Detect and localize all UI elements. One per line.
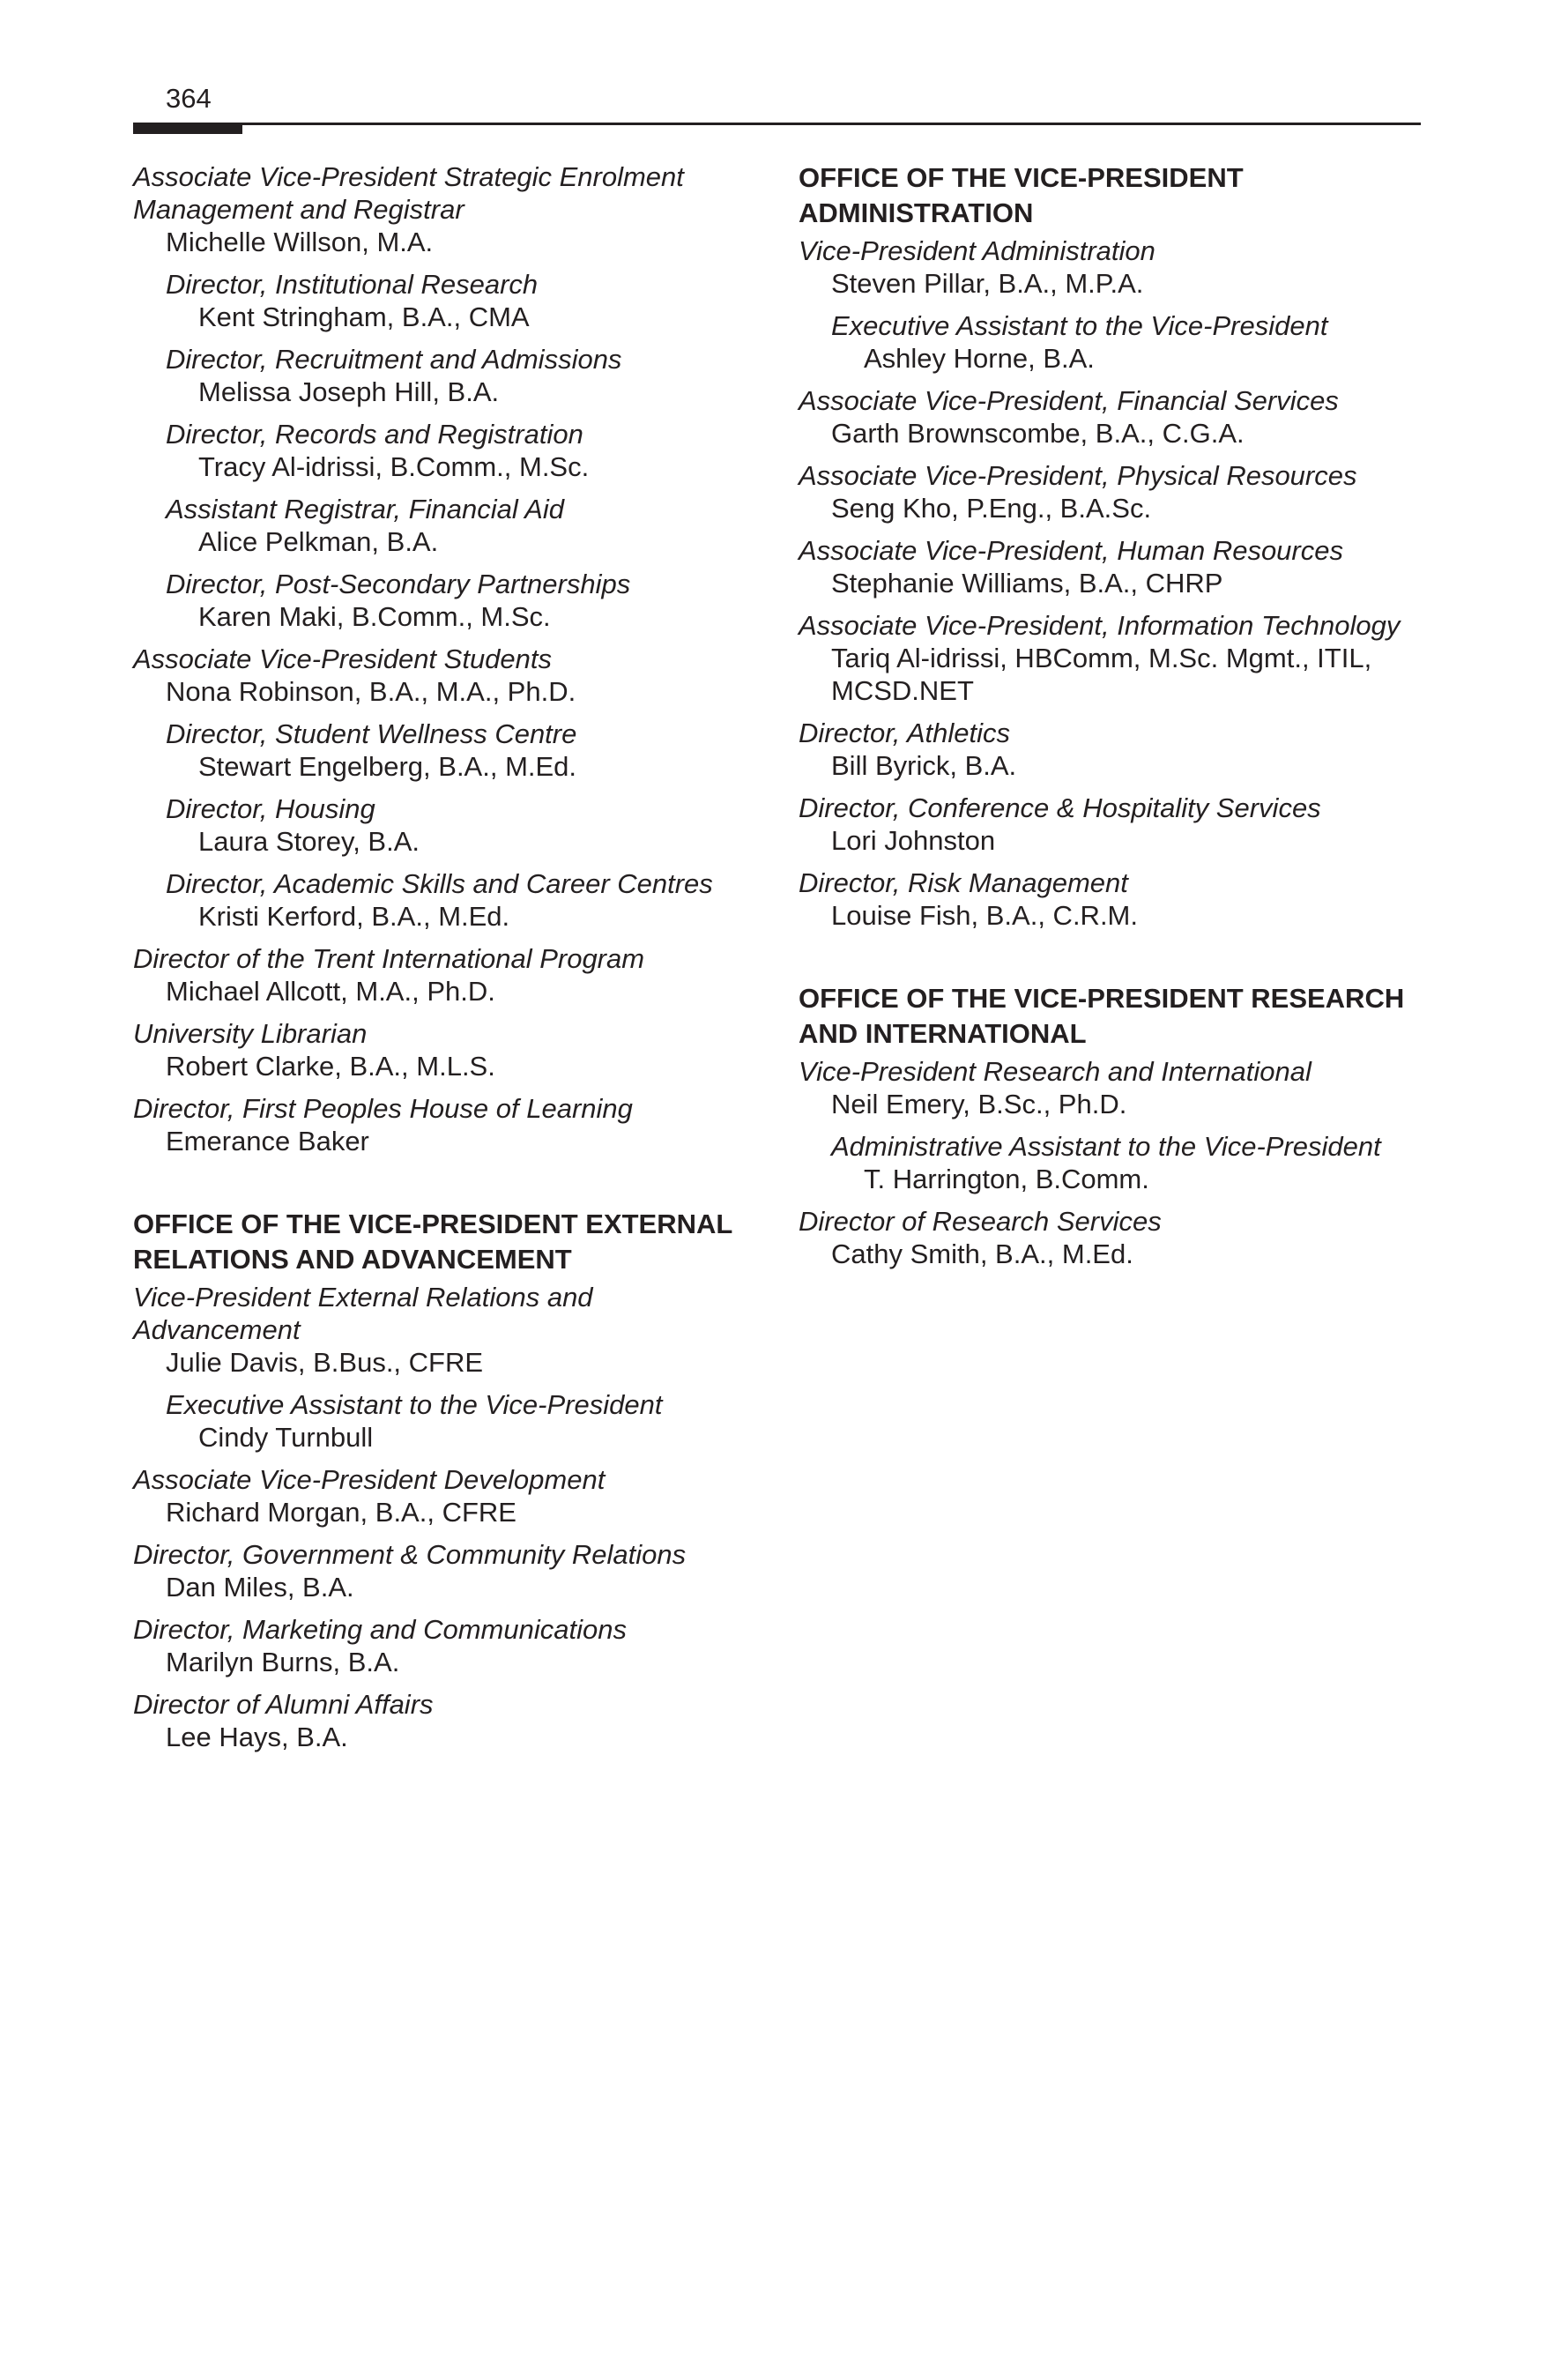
directory-entry xyxy=(133,1388,732,1454)
directory-entry xyxy=(799,866,1433,932)
person-name: Alice Pelkman, B.A. xyxy=(198,526,439,557)
directory-entry xyxy=(799,1130,1433,1195)
directory-entry xyxy=(133,1538,732,1603)
header-rule xyxy=(133,123,1421,125)
header-bar-accent xyxy=(133,123,242,134)
position-title: Executive Assistant to the Vice-President xyxy=(166,1389,663,1420)
person-name: Michael Allcott, M.A., Ph.D. xyxy=(166,976,495,1007)
position-title: Vice-President External Relations and Advancement xyxy=(133,1282,593,1345)
directory-entry xyxy=(133,718,732,783)
directory-entry xyxy=(799,1205,1433,1270)
directory-entry xyxy=(133,160,732,258)
person-name: Richard Morgan, B.A., CFRE xyxy=(166,1497,516,1528)
position-title: Associate Vice-President Strategic Enrolment Management and Registrar xyxy=(133,161,684,225)
directory-entry xyxy=(799,717,1433,782)
position-title: Associate Vice-President, Human Resources xyxy=(799,535,1343,566)
position-title: Associate Vice-President Development xyxy=(133,1464,606,1495)
position-title: Director, Records and Registration xyxy=(166,419,583,450)
position-title: Director, Marketing and Communications xyxy=(133,1614,627,1645)
directory-entry xyxy=(133,1017,732,1082)
person-name: Neil Emery, B.Sc., Ph.D. xyxy=(831,1089,1127,1119)
directory-entry xyxy=(799,459,1433,524)
position-title: University Librarian xyxy=(133,1018,368,1049)
directory-entry xyxy=(133,942,732,1008)
position-title: Director, Housing xyxy=(166,793,375,824)
person-name: T. Harrington, B.Comm. xyxy=(864,1164,1149,1194)
person-name: Michelle Willson, M.A. xyxy=(166,227,434,257)
section-heading-administration: OFFICE OF THE VICE-PRESIDENT ADMINISTRATION xyxy=(799,162,1244,228)
person-name: Kristi Kerford, B.A., M.Ed. xyxy=(198,901,510,932)
position-title: Director, Athletics xyxy=(799,718,1011,748)
directory-entry xyxy=(133,1463,732,1528)
person-name: Garth Brownscombe, B.A., C.G.A. xyxy=(831,418,1245,449)
entries-administration xyxy=(799,234,1433,932)
position-title: Director, Academic Skills and Career Centres xyxy=(166,868,713,899)
position-title: Assistant Registrar, Financial Aid xyxy=(166,494,564,524)
section-heading-external-relations: OFFICE OF THE VICE-PRESIDENT EXTERNAL RELATIONS AND ADVANCEMENT xyxy=(133,1209,732,1275)
person-name: Marilyn Burns, B.A. xyxy=(166,1647,400,1677)
entries-enrolment-students xyxy=(133,160,732,1157)
position-title: Director, Government & Community Relations xyxy=(133,1539,687,1570)
directory-entry xyxy=(133,1092,732,1157)
person-name: Seng Kho, P.Eng., B.A.Sc. xyxy=(831,493,1152,524)
directory-entry xyxy=(133,1688,732,1753)
person-name: Stewart Engelberg, B.A., M.Ed. xyxy=(198,751,577,782)
left-column xyxy=(133,160,732,1763)
directory-entry xyxy=(799,234,1433,300)
position-title: Administrative Assistant to the Vice-President xyxy=(831,1131,1381,1162)
position-title: Director, Conference & Hospitality Services xyxy=(799,792,1321,823)
directory-entry xyxy=(133,792,732,858)
person-name: Julie Davis, B.Bus., CFRE xyxy=(166,1347,484,1378)
directory-entry xyxy=(133,268,732,333)
position-title: Director of the Trent International Program xyxy=(133,943,645,974)
page-number: 364 xyxy=(166,83,212,114)
person-name: Kent Stringham, B.A., CMA xyxy=(198,301,530,332)
position-title: Associate Vice-President, Information Technology xyxy=(799,610,1401,641)
position-title: Associate Vice-President, Financial Services xyxy=(799,385,1339,416)
person-name: Laura Storey, B.A. xyxy=(198,826,420,857)
directory-entry xyxy=(133,1613,732,1678)
entries-external-relations xyxy=(133,1281,732,1753)
section-heading-research: OFFICE OF THE VICE-PRESIDENT RESEARCH AND INTERNATIONAL xyxy=(799,983,1405,1049)
directory-entry xyxy=(133,418,732,483)
person-name: Nona Robinson, B.A., M.A., Ph.D. xyxy=(166,676,576,707)
directory-entry xyxy=(799,1055,1433,1120)
directory-entry xyxy=(799,534,1433,599)
person-name: Stephanie Williams, B.A., CHRP xyxy=(831,568,1223,599)
position-title: Director of Research Services xyxy=(799,1206,1162,1237)
person-name: Cathy Smith, B.A., M.Ed. xyxy=(831,1238,1133,1269)
person-name: Bill Byrick, B.A. xyxy=(831,750,1017,781)
directory-entry xyxy=(799,609,1433,707)
position-title: Associate Vice-President Students xyxy=(133,643,553,674)
person-name: Robert Clarke, B.A., M.L.S. xyxy=(166,1051,495,1082)
person-name: Lori Johnston xyxy=(831,825,996,856)
person-name: Dan Miles, B.A. xyxy=(166,1572,354,1603)
position-title: Vice-President Administration xyxy=(799,235,1155,266)
directory-entry xyxy=(133,343,732,408)
position-title: Director, Student Wellness Centre xyxy=(166,718,577,749)
position-title: Director, Institutional Research xyxy=(166,269,539,300)
position-title: Vice-President Research and International xyxy=(799,1056,1312,1087)
position-title: Associate Vice-President, Physical Resources xyxy=(799,460,1357,491)
person-name: Louise Fish, B.A., C.R.M. xyxy=(831,900,1138,931)
directory-entry xyxy=(799,309,1433,375)
position-title: Executive Assistant to the Vice-President xyxy=(831,310,1328,341)
person-name: Karen Maki, B.Comm., M.Sc. xyxy=(198,601,551,632)
position-title: Director of Alumni Affairs xyxy=(133,1689,434,1720)
person-name: Ashley Horne, B.A. xyxy=(864,343,1095,374)
directory-entry xyxy=(133,643,732,708)
person-name: Melissa Joseph Hill, B.A. xyxy=(198,376,500,407)
person-name: Tracy Al-idrissi, B.Comm., M.Sc. xyxy=(198,451,590,482)
position-title: Director, Recruitment and Admissions xyxy=(166,344,622,375)
directory-entry xyxy=(133,493,732,558)
directory-entry xyxy=(799,792,1433,857)
person-name: Lee Hays, B.A. xyxy=(166,1722,348,1752)
position-title: Director, First Peoples House of Learning xyxy=(133,1093,633,1124)
directory-entry xyxy=(799,384,1433,450)
directory-entry xyxy=(133,867,732,933)
right-column xyxy=(799,160,1433,1280)
position-title: Director, Risk Management xyxy=(799,867,1128,898)
directory-entry xyxy=(133,1281,732,1379)
person-name: Tariq Al-idrissi, HBComm, M.Sc. Mgmt., ITIL, MCSD.NET xyxy=(831,643,1372,706)
entries-research xyxy=(799,1055,1433,1270)
person-name: Emerance Baker xyxy=(166,1126,369,1157)
position-title: Director, Post-Secondary Partnerships xyxy=(166,569,631,599)
directory-entry xyxy=(133,568,732,633)
person-name: Steven Pillar, B.A., M.P.A. xyxy=(831,268,1144,299)
person-name: Cindy Turnbull xyxy=(198,1422,374,1453)
